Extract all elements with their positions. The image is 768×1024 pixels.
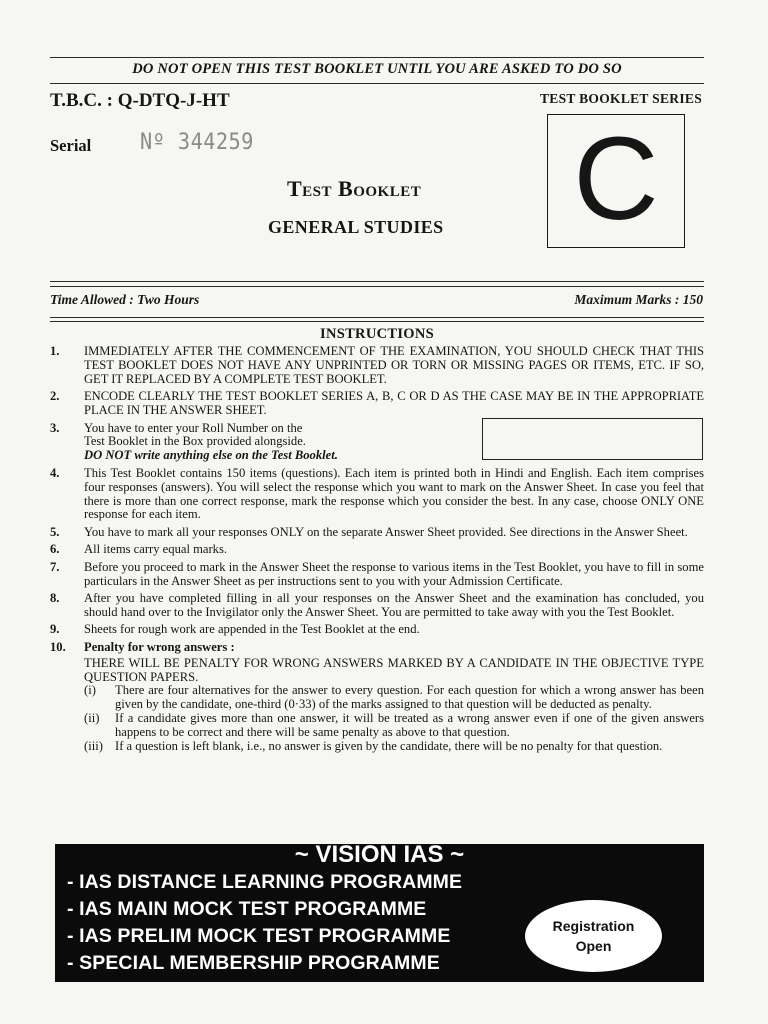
sub-item-number: (iii) [84, 739, 103, 754]
instructions-list [50, 345, 704, 754]
vision-ias-advert [55, 841, 704, 982]
sub-item-text: If a candidate gives more than one answer, it will be treated as a wrong answer even if one of the given answers happens to be correct and there will be same penalty as above to that question. [115, 711, 704, 740]
sub-item-number: (i) [84, 683, 96, 698]
penalty-sub-item [84, 684, 704, 712]
registration-open-badge [525, 900, 662, 972]
programme-line: - IAS MAIN MOCK TEST PROGRAMME [67, 898, 427, 920]
instructions-rule-1 [50, 317, 704, 318]
instruction-number: 7. [50, 559, 60, 574]
penalty-sub-item [84, 712, 704, 740]
instruction-item-5 [50, 526, 704, 540]
instruction-item-4 [50, 467, 704, 523]
series-letter-box [547, 114, 685, 248]
advert-title: ~ VISION IAS ~ [294, 841, 465, 868]
tbc-code: T.B.C. : Q-DTQ-J-HT [50, 90, 230, 111]
penalty-title: Penalty for wrong answers : [84, 639, 235, 654]
penalty-intro: THERE WILL BE PENALTY FOR WRONG ANSWERS MARKED BY A CANDIDATE IN THE OBJECTIVE TYPE QUESTION PAPERS. [84, 655, 704, 684]
instruction-number: 4. [50, 465, 60, 480]
maximum-marks: Maximum Marks : 150 [574, 292, 703, 307]
instruction-item-1 [50, 345, 704, 387]
test-booklet-series-label: TEST BOOKLET SERIES [539, 91, 702, 106]
instructions-heading: INSTRUCTIONS [320, 326, 434, 342]
instructions-rule-2 [50, 321, 704, 322]
serial-label: Serial [50, 136, 92, 155]
series-letter: C [573, 113, 659, 245]
instruction-text: Test Booklet in the Box provided alongside. [84, 434, 306, 449]
time-allowed: Time Allowed : Two Hours [50, 292, 200, 307]
instruction-number: 6. [50, 542, 60, 557]
penalty-sub-item [84, 740, 704, 754]
instruction-item-2 [50, 390, 704, 418]
programme-line: - IAS PRELIM MOCK TEST PROGRAMME [67, 925, 451, 947]
programme-line: - IAS DISTANCE LEARNING PROGRAMME [67, 871, 463, 893]
instruction-text: You have to enter your Roll Number on the [84, 420, 303, 435]
do-not-open-warning: DO NOT OPEN THIS TEST BOOKLET UNTIL YOU ARE ASKED TO DO SO [132, 61, 622, 77]
sub-item-text: If a question is left blank, i.e., no answer is given by the candidate, there will be no penalty for that question. [115, 739, 663, 754]
middle-rule-2 [50, 286, 704, 287]
instruction-number: 3. [50, 420, 60, 435]
instruction-text: All items carry equal marks. [84, 542, 228, 557]
instruction-number: 5. [50, 524, 60, 539]
instruction-item-3 [50, 422, 704, 464]
serial-number: Nº 344259 [140, 130, 254, 155]
instruction-item-10 [50, 641, 704, 754]
instruction-number: 1. [50, 344, 60, 358]
programme-line: - SPECIAL MEMBERSHIP PROGRAMME [67, 952, 440, 974]
instruction-text: You have to mark all your responses ONLY on the separate Answer Sheet provided. See directions in the Answer Sheet. [84, 524, 688, 539]
instruction-number: 10. [50, 639, 66, 654]
instruction-text: IMMEDIATELY AFTER THE COMMENCEMENT OF THE EXAMINATION, YOU SHOULD CHECK THAT THIS TEST BOOKLET DOES NOT HAVE ANY UNPRINTED OR TORN OR MISSING PAGES OR ITEMS, ETC. IF SO, GET IT REPLACED BY A COMPLETE TEST BOOKLET. [84, 344, 704, 386]
sub-item-number: (ii) [84, 711, 100, 726]
instruction-text: After you have completed filling in all your responses on the Answer Sheet and the examination has concluded, you should hand over to the Invigilator only the Answer Sheet. You are permitted to take away with you the Test Booklet. [84, 591, 704, 619]
instruction-item-6 [50, 543, 704, 557]
instruction-item-9 [50, 623, 704, 637]
instruction-text: Before you proceed to mark in the Answer Sheet the response to various items in the Test Booklet, you have to fill in some particulars in the Answer Sheet as per instructions sent to you with your Admission Certificate. [84, 559, 704, 588]
booklet-title: Test Booklet [287, 176, 422, 201]
instruction-number: 8. [50, 591, 60, 605]
top-rule-lower [50, 83, 704, 84]
instruction-text: This Test Booklet contains 150 items (questions). Each item is printed both in Hindi and English. Each item comprises four responses (answers). You will select the response which you want to mark on the Answer Sheet. In case you feel that there is more than one correct response, mark the response which you consider the best. In any case, choose ONLY ONE response for each item. [84, 465, 704, 522]
instruction-item-8 [50, 592, 704, 620]
middle-rule-1 [50, 281, 704, 282]
registration-text: Registration [552, 918, 635, 934]
instruction-item-7 [50, 561, 704, 589]
instruction-text: DO NOT write anything else on the Test Booklet. [84, 448, 338, 463]
instruction-text: Sheets for rough work are appended in the Test Booklet at the end. [84, 622, 420, 637]
sub-item-text: There are four alternatives for the answer to every question. For each question for which a wrong answer has been given by the candidate, one-third (0·33) of the marks assigned to that question will be deducted as penalty. [115, 683, 704, 712]
instruction-number: 9. [50, 622, 60, 637]
instruction-text: ENCODE CLEARLY THE TEST BOOKLET SERIES A, B, C OR D AS THE CASE MAY BE IN THE APPROPRIATE PLACE IN THE ANSWER SHEET. [84, 389, 704, 418]
instruction-number: 2. [50, 389, 60, 404]
open-text: Open [575, 938, 612, 954]
top-rule [50, 57, 704, 58]
subject-title: GENERAL STUDIES [268, 217, 444, 237]
